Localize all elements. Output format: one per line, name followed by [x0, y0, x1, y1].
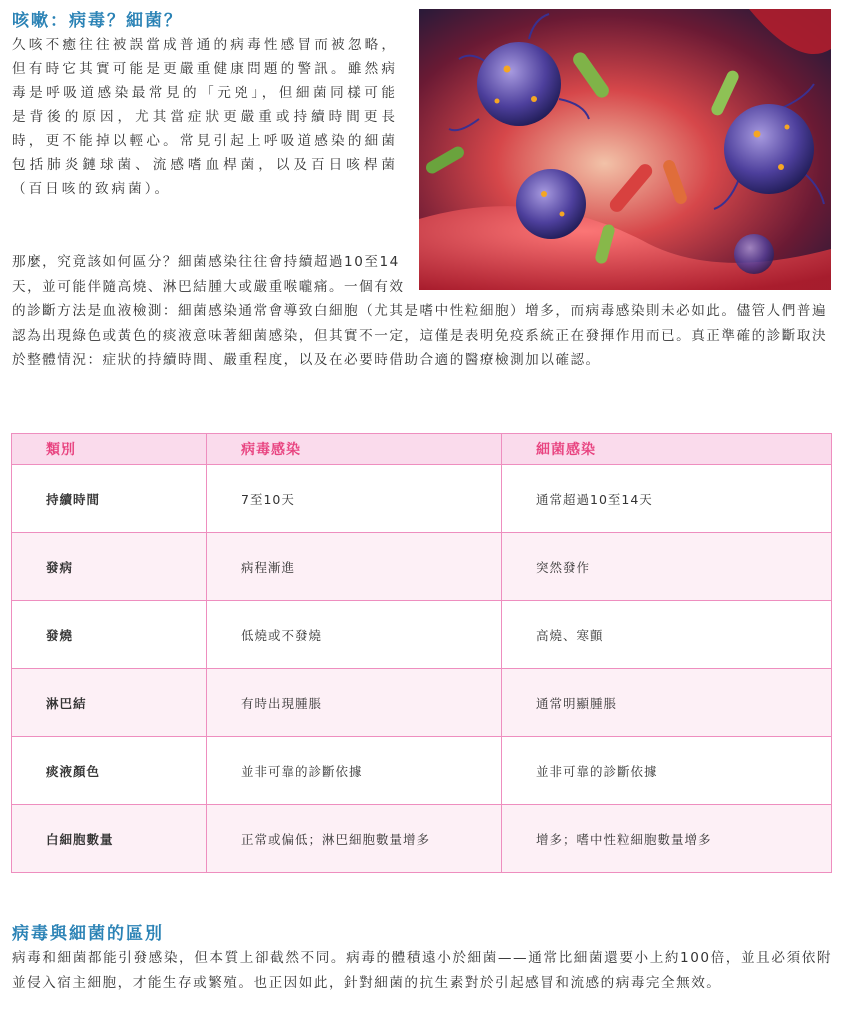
- row-category: 白細胞數量: [12, 805, 207, 873]
- row-category: 發燒: [12, 601, 207, 669]
- table-row: [12, 601, 832, 669]
- image-float-spacer: [416, 250, 830, 292]
- row-bacteria: 通常明顯腫脹: [502, 669, 832, 737]
- header-virus: 病毒感染: [207, 434, 502, 465]
- page-title: 咳嗽：病毒？細菌？: [12, 11, 183, 31]
- second-paragraph: [12, 250, 830, 373]
- row-bacteria: 通常超過10至14天: [502, 465, 832, 533]
- bacteria-virus-illustration: [419, 9, 831, 290]
- table-row: [12, 533, 832, 601]
- row-category: 淋巴結: [12, 669, 207, 737]
- second-paragraph-text: 那麼，究竟該如何區分？細菌感染往往會持續超過10至14天，並可能伴隨高燒、淋巴結腫大或嚴重喉嚨痛。一個有效的診斷方法是血液檢測：細菌感染通常會導致白細胞（尤其是嗜中性粒細胞）增多，而病毒感染則未必如此。儘管人們普遍認為出現綠色或黃色的痰液意味著細菌感染，但其實不一定，這僅是表明免疫系統正在發揮作用而已。真正準確的診斷取決於整體情況：症狀的持續時間、嚴重程度，以及在必要時借助合適的醫療檢測加以確認。: [12, 254, 828, 368]
- row-virus: 並非可靠的診斷依據: [207, 737, 502, 805]
- row-category: 持續時間: [12, 465, 207, 533]
- row-bacteria: 並非可靠的診斷依據: [502, 737, 832, 805]
- comparison-table: [11, 433, 832, 873]
- section-paragraph: 病毒和細菌都能引發感染，但本質上卻截然不同。病毒的體積遠小於細菌——通常比細菌還要小上約100倍，並且必須依附並侵入宿主細胞，才能生存或繁殖。也正因如此，針對細菌的抗生素對於引起感冒和流感的病毒完全無效。: [12, 950, 832, 991]
- row-bacteria: 增多；嗜中性粒細胞數量增多: [502, 805, 832, 873]
- table-row: [12, 465, 832, 533]
- row-bacteria: 突然發作: [502, 533, 832, 601]
- intro-paragraph: 久咳不癒往往被誤當成普通的病毒性感冒而被忽略，但有時它其實可能是更嚴重健康問題的警訊。雖然病毒是呼吸道感染最常見的「元兇」，但細菌同樣可能是背後的原因，尤其當症狀更嚴重或持續時間更長時，更不能掉以輕心。常見引起上呼吸道感染的細菌包括肺炎鏈球菌、流感嗜血桿菌，以及百日咳桿菌（百日咳的致病菌）。: [12, 37, 398, 197]
- row-virus: 7至10天: [207, 465, 502, 533]
- section-heading: 病毒與細菌的區別: [12, 924, 164, 944]
- row-category: 痰液顏色: [12, 737, 207, 805]
- table-header-row: [12, 434, 832, 465]
- row-virus: 有時出現腫脹: [207, 669, 502, 737]
- row-virus: 正常或偏低；淋巴細胞數量增多: [207, 805, 502, 873]
- header-bacteria: 細菌感染: [502, 434, 832, 465]
- table-row: [12, 805, 832, 873]
- row-bacteria: 高燒、寒顫: [502, 601, 832, 669]
- table-row: [12, 737, 832, 805]
- header-category: 類別: [12, 434, 207, 465]
- row-category: 發病: [12, 533, 207, 601]
- row-virus: 病程漸進: [207, 533, 502, 601]
- row-virus: 低燒或不發燒: [207, 601, 502, 669]
- table-row: [12, 669, 832, 737]
